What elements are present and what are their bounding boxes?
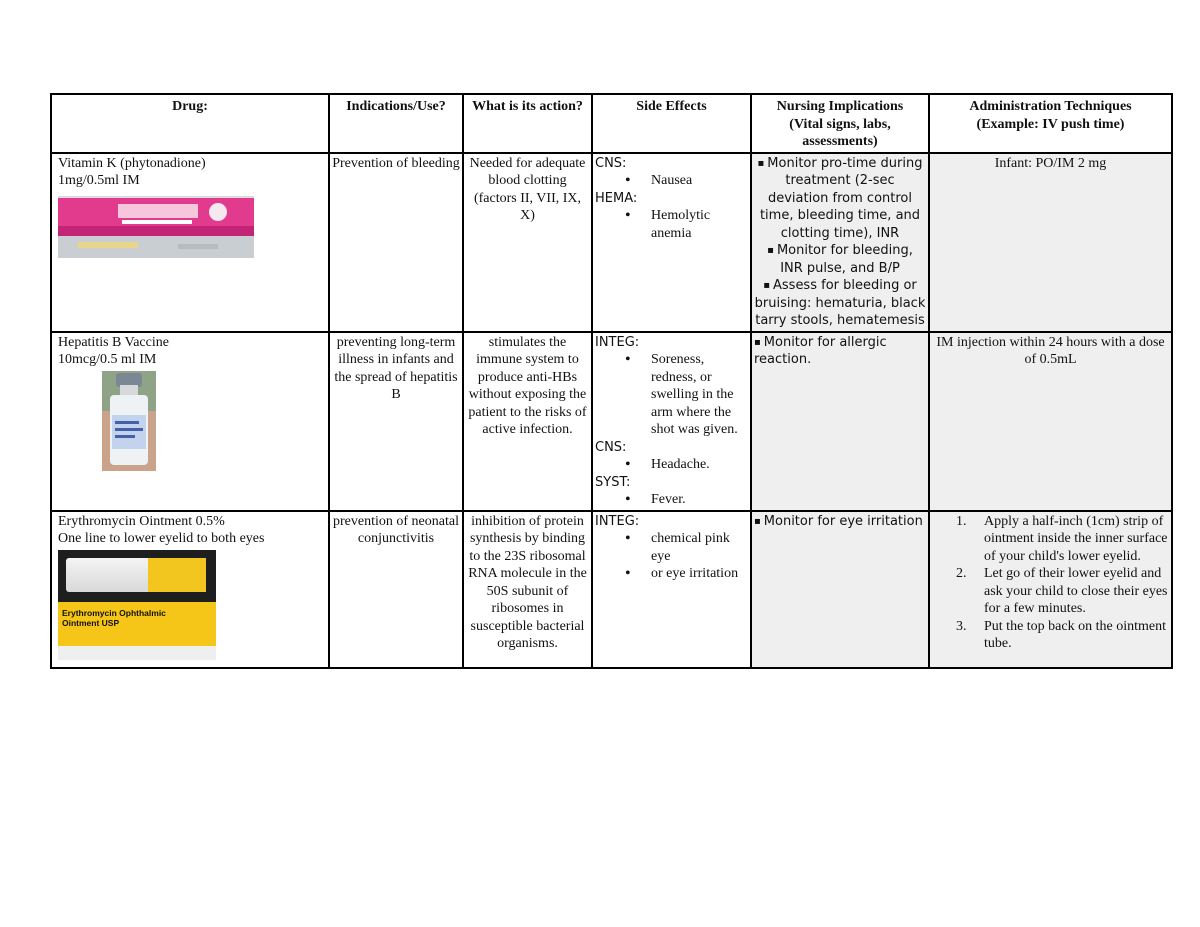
header-nursing-line: assessments) bbox=[802, 134, 878, 149]
header-row bbox=[51, 94, 1172, 153]
side-effect-list bbox=[595, 172, 748, 190]
header-action: What is its action? bbox=[463, 94, 592, 153]
square-bullet-icon: ▪ bbox=[763, 280, 770, 291]
tube-stripe bbox=[148, 558, 206, 592]
side-effect-list bbox=[595, 207, 748, 242]
box-label-line: Erythromycin Ophthalmic bbox=[62, 607, 166, 618]
step-text: Let go of their lower eyelid and ask your child to close their eyes for a few minutes. bbox=[984, 566, 1168, 616]
nursing-cell bbox=[751, 153, 929, 332]
header-admin-line: Administration Techniques bbox=[969, 99, 1132, 114]
action-cell: inhibition of protein synthesis by binding to the 23S ribosomal RNA molecule in the 50S subunit of ribosomes in susceptible bacterial organisms. bbox=[463, 511, 592, 668]
admin-step bbox=[932, 565, 1169, 618]
nursing-cell bbox=[751, 511, 929, 668]
square-bullet-icon: ▪ bbox=[754, 336, 761, 348]
nursing-text: Assess for bleeding or bruising: hematuria, black tarry stools, hematemesis bbox=[754, 278, 926, 328]
admin-cell: Infant: PO/IM 2 mg bbox=[929, 153, 1172, 332]
side-effect-item: • Headache. bbox=[595, 456, 748, 474]
side-effect-item: • or eye irritation bbox=[595, 565, 748, 583]
side-effect-item: • Nausea bbox=[595, 172, 748, 190]
side-effect-category: SYST: bbox=[595, 474, 631, 490]
table-row bbox=[51, 332, 1172, 511]
side-effect-list bbox=[595, 456, 748, 474]
drug-cell bbox=[51, 332, 329, 511]
table-row bbox=[51, 511, 1172, 668]
side-effects-cell bbox=[592, 332, 751, 511]
header-nursing-line: (Vital signs, labs, bbox=[789, 116, 891, 132]
header-nursing bbox=[751, 94, 929, 153]
nursing-text: Monitor for eye irritation bbox=[763, 513, 923, 529]
vitamin-k-box-image bbox=[58, 196, 254, 258]
drug-dose: 10mcg/0.5 ml IM bbox=[58, 352, 157, 367]
admin-cell: IM injection within 24 hours with a dose of 0.5mL bbox=[929, 332, 1172, 511]
nursing-text: Monitor for bleeding, INR pulse, and B/P bbox=[776, 243, 913, 276]
step-text: Put the top back on the ointment tube. bbox=[984, 618, 1166, 651]
square-bullet-icon: ▪ bbox=[757, 157, 765, 169]
side-effects-cell bbox=[592, 511, 751, 668]
nursing-item bbox=[754, 513, 926, 531]
box-bottom-band bbox=[58, 646, 216, 660]
side-effect-item: • Soreness, redness, or swelling in the arm where the shot was given. bbox=[595, 351, 748, 439]
drug-name: Vitamin K (phytonadione) bbox=[58, 155, 206, 171]
side-effect-category: INTEG: bbox=[595, 334, 640, 350]
nursing-item bbox=[754, 334, 926, 369]
erythromycin-box-image bbox=[58, 550, 216, 660]
nursing-item bbox=[754, 242, 926, 277]
action-cell: Needed for adequate blood clotting (factors II, VII, IX, X) bbox=[463, 153, 592, 332]
vaccine-vial-image bbox=[102, 371, 156, 471]
step-number: 1. bbox=[956, 513, 967, 529]
admin-cell bbox=[929, 511, 1172, 668]
drug-name: Erythromycin Ointment 0.5% bbox=[58, 513, 225, 529]
table-row bbox=[51, 153, 1172, 332]
admin-step bbox=[932, 618, 1169, 653]
nursing-text: Monitor for allergic reaction. bbox=[754, 334, 887, 367]
nursing-text: Monitor pro-time during treatment (2-sec deviation from control time, bleeding time, and clotting time), INR bbox=[759, 155, 923, 241]
side-effect-category: CNS: bbox=[595, 439, 627, 455]
header-drug: Drug: bbox=[51, 94, 329, 153]
indications-cell: prevention of neonatal conjunctivitis bbox=[329, 511, 463, 668]
side-effect-category: INTEG: bbox=[595, 513, 640, 529]
step-number: 3. bbox=[956, 618, 967, 634]
drug-table bbox=[50, 93, 1173, 669]
square-bullet-icon: ▪ bbox=[754, 515, 761, 527]
side-effect-category: CNS: bbox=[595, 155, 627, 171]
header-admin-line: (Example: IV push time) bbox=[976, 116, 1125, 132]
nursing-item bbox=[754, 155, 926, 243]
nursing-item bbox=[754, 277, 926, 330]
header-nursing-line: Nursing Implications bbox=[776, 99, 904, 114]
box-label-line: Ointment USP bbox=[62, 617, 120, 628]
drug-cell bbox=[51, 153, 329, 332]
drug-dose: 1mg/0.5ml IM bbox=[58, 173, 140, 188]
side-effect-item: • Fever. bbox=[595, 491, 748, 509]
drug-name: Hepatitis B Vaccine bbox=[58, 334, 169, 350]
admin-step bbox=[932, 513, 1169, 566]
drug-dose: One line to lower eyelid to both eyes bbox=[58, 531, 265, 546]
action-cell: stimulates the immune system to produce anti-HBs without exposing the patient to the risks of active infection. bbox=[463, 332, 592, 511]
square-bullet-icon: ▪ bbox=[767, 245, 774, 256]
drug-cell bbox=[51, 511, 329, 668]
side-effect-item: • chemical pink eye bbox=[595, 530, 748, 565]
step-number: 2. bbox=[956, 566, 967, 581]
side-effects-cell bbox=[592, 153, 751, 332]
indications-cell: preventing long-term illness in infants and the spread of hepatitis B bbox=[329, 332, 463, 511]
header-indications: Indications/Use? bbox=[329, 94, 463, 153]
step-text: Apply a half-inch (1cm) strip of ointment inside the inner surface of your child's lower eyelid. bbox=[984, 513, 1168, 564]
header-admin bbox=[929, 94, 1172, 153]
box-label-text bbox=[62, 608, 212, 628]
side-effect-category: HEMA: bbox=[595, 190, 638, 206]
admin-steps bbox=[932, 513, 1169, 653]
side-effect-list bbox=[595, 351, 748, 439]
nursing-cell bbox=[751, 332, 929, 511]
indications-cell: Prevention of bleeding bbox=[329, 153, 463, 332]
header-side-effects: Side Effects bbox=[592, 94, 751, 153]
side-effect-item: • Hemolytic anemia bbox=[595, 207, 748, 242]
side-effect-list bbox=[595, 491, 748, 509]
side-effect-list bbox=[595, 530, 748, 583]
